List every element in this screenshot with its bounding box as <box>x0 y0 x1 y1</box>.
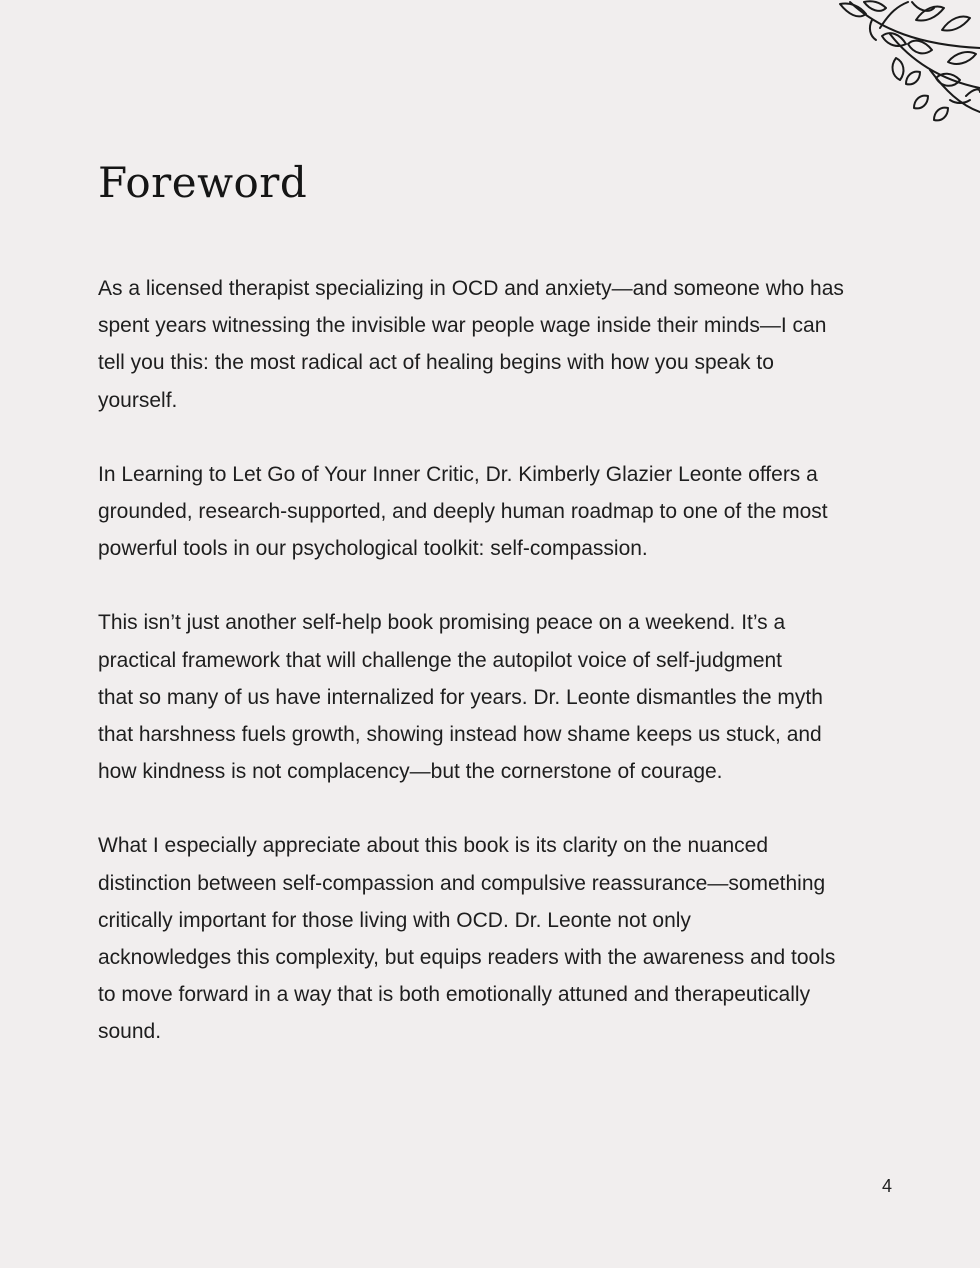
page-number: 4 <box>881 1176 892 1196</box>
foreword-body <box>98 270 898 1088</box>
page-title: Foreword <box>98 158 308 207</box>
paragraph-2: In Learning to Let Go of Your Inner Critic, Dr. Kimberly Glazier Leonte offers a grounded, research-supported, and deeply human roadmap to one of the most powerful tools in our psychological toolkit: self-compassion. <box>98 462 828 561</box>
paragraph-3: This isn’t just another self-help book promising peace on a weekend. It’s a practical framework that will challenge the autopilot voice of self-judgment that so many of us have internalized for years. Dr. Leonte dismantles the myth that harshness fuels growth, showing instead how shame keeps us stuck, and how kindness is not complacency—but the cornerstone of courage. <box>98 611 823 784</box>
paragraph-1: As a licensed therapist specializing in OCD and anxiety—and someone who has spent years witnessing the invisible war people wage inside their minds—I can tell you this: the most radical act of healing begins with how you speak to yourself. <box>98 277 844 412</box>
paragraph-4: What I especially appreciate about this book is its clarity on the nuanced distinction between self-compassion and compulsive reassurance—something critically important for those living with OCD. Dr. Leonte not only acknowledges this complexity, but equips readers with the awareness and tools to move forward in a way that is both emotionally attuned and therapeutically sound. <box>98 834 836 1044</box>
leafy-branch-icon <box>820 0 980 130</box>
